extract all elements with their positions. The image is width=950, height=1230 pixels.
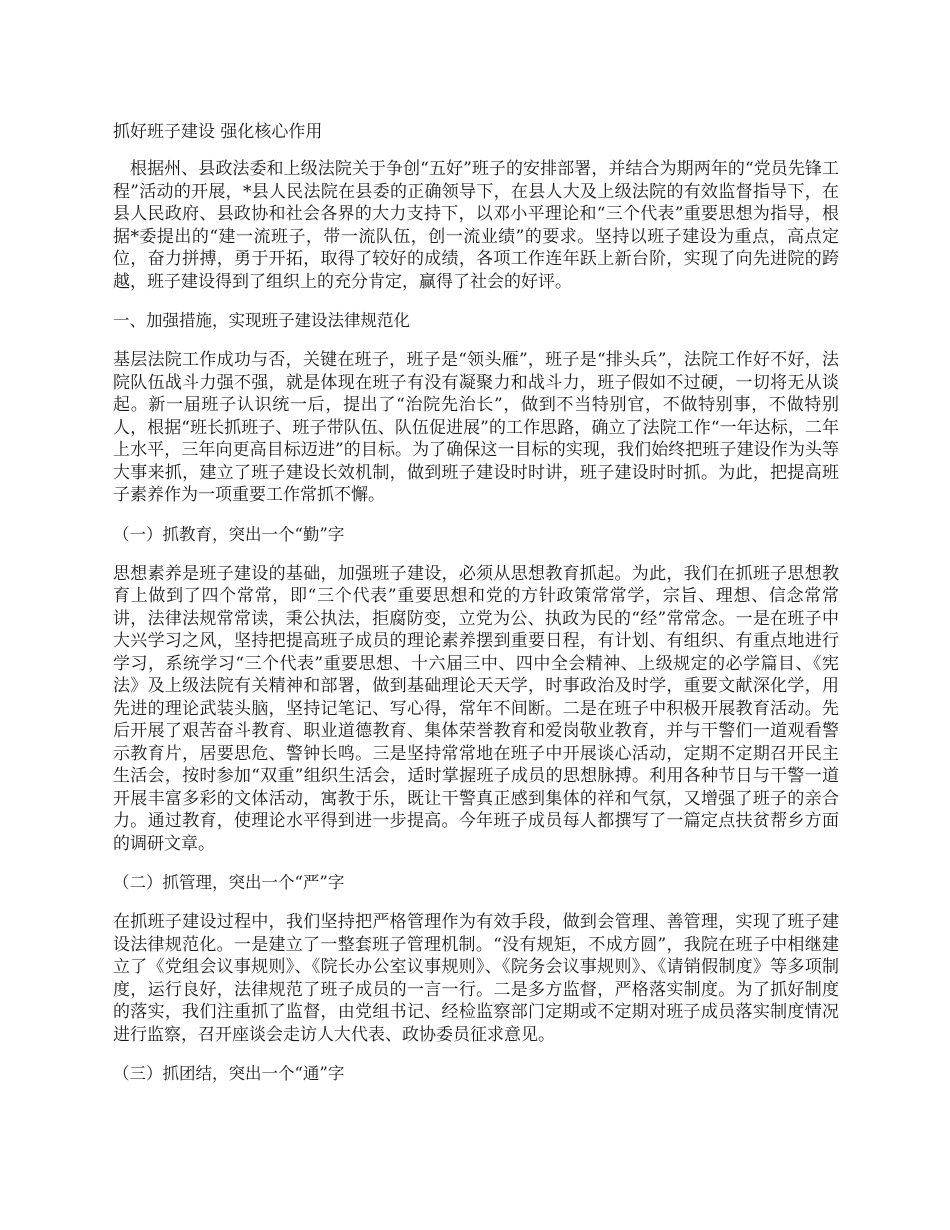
intro-paragraph: 根据州、县政法委和上级法院关于争创“五好”班子的安排部署，并结合为期两年的“党员先锋工程”活动的开展，*县人民法院在县委的正确领导下，在县人大及上级法院的有效监督指导下，在县人民政府、县政协和社会各界的大力支持下，以邓小平理论和“三个代表”重要思想为指导，根据*委提出的“建一流班子，带一流队伍，创一流业绩”的要求。坚持以班子建设为重点，高点定位，奋力拼搏，勇于开拓，取得了较好的成绩，各项工作连年跃上新台阶，实现了向先进院的跨越，班子建设得到了组织上的充分肯定，赢得了社会的好评。 bbox=[113, 159, 839, 292]
subsection-1-heading: （一）抓教育，突出一个“勤”字 bbox=[113, 524, 345, 544]
section-1-heading: 一、加强措施，实现班子建设法律规范化 bbox=[113, 311, 410, 330]
subsection-2-paragraph: 在抓班子建设过程中，我们坚持把严格管理作为有效手段，做到会管理、善管理，实现了班子建设法律规范化。一是建立了一整套班子管理机制。“没有规矩，不成方圆”，我院在班子中相继建立了《党组会议事规则》、《院长办公室议事规则》、《院务会议事规则》、《请销假制度》等多项制度，运行良好，法律规范了班子成员的一言一行。二是多方监督，严格落实制度。为了抓好制度的落实，我们注重抓了监督，由党组书记、经检监察部门定期或不定期对班子成员落实制度情况进行监察，召开座谈会走访人大代表、政协委员征求意见。 bbox=[113, 912, 839, 1045]
subsection-1-paragraph: 思想素养是班子建设的基础，加强班子建设，必须从思想教育抓起。为此，我们在抓班子思想教育上做到了四个常常，即“三个代表”重要思想和党的方针政策常常学，宗旨、理想、信念常常讲，法律法规常常读，秉公执法，拒腐防变，立党为公、执政为民的“经”常常念。一是在班子中大兴学习之风，坚持把提高班子成员的理论素养摆到重要日程，有计划、有组织、有重点地进行学习，系统学习“三个代表”重要思想、十六届三中、四中全会精神、上级规定的必学篇目、《宪法》及上级法院有关精神和部署，做到基础理论天天学，时事政治及时学，重要文献深化学，用先进的理论武装头脑，坚持记笔记、写心得，常年不间断。二是在班子中积极开展教育活动。先后开展了艰苦奋斗教育、职业道德教育、集体荣誉教育和爱岗敬业教育，并与干警们一道观看警示教育片，居要思危、警钟长鸣。三是坚持常常地在班子中开展谈心活动，定期不定期召开民主生活会，按时参加“双重”组织生活会，适时掌握班子成员的思想脉搏。利用各种节日与干警一道开展丰富多彩的文体活动，寓教于乐，既让干警真正感到集体的祥和气氛，又增强了班子的亲合力。通过教育，使理论水平得到进一步提高。今年班子成员每人都撰写了一篇定点扶贫帮乡方面的调研文章。 bbox=[113, 563, 839, 854]
subsection-2-heading: （二）抓管理，突出一个“严”字 bbox=[113, 873, 345, 892]
document-title: 抓好班子建设 强化核心作用 bbox=[113, 122, 323, 142]
subsection-3-heading: （三）抓团结，突出一个“通”字 bbox=[113, 1064, 345, 1083]
section-1-paragraph: 基层法院工作成功与否，关键在班子，班子是“领头雁”，班子是“排头兵”，法院工作好不好，法院队伍战斗力强不强，就是体现在班子有没有凝聚力和战斗力，班子假如不过硬，一切将无从谈起。新一届班子认识统一后，提出了“治院先治长”，做到不当特别官，不做特别事，不做特别人，根据“班长抓班子、班子带队伍、队伍促进展”的工作思路，确立了法院工作“一年达标，二年上水平，三年向更高目标迈进”的目标。为了确保这一目标的实现，我们始终把班子建设作为头等大事来抓，建立了班子建设长效机制，做到班子建设时时讲，班子建设时时抓。为此，把提高班子素养作为一项重要工作常抓不懈。 bbox=[113, 350, 839, 505]
document-page bbox=[113, 120, 839, 1102]
